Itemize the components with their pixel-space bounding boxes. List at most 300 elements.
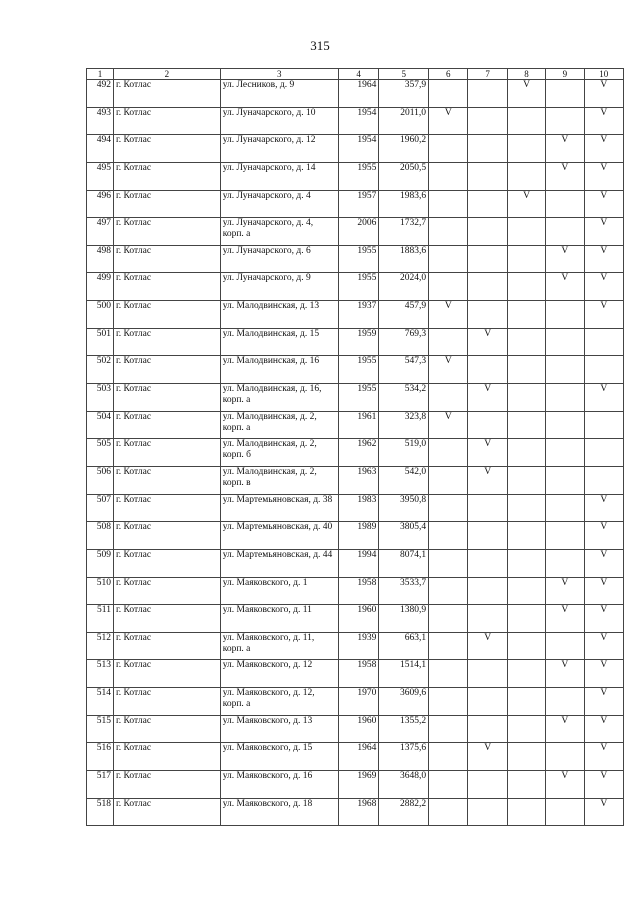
column-8-mark-cell <box>507 798 545 826</box>
column-7-mark-cell: V <box>468 743 507 771</box>
city-cell: г. Котлас <box>113 107 220 135</box>
city-cell: г. Котлас <box>113 494 220 522</box>
column-10-mark-cell <box>584 356 623 384</box>
column-9-mark-cell: V <box>546 273 584 301</box>
row-number-cell: 509 <box>87 549 114 577</box>
year-built-cell: 1994 <box>338 549 378 577</box>
column-6-mark-cell <box>429 715 468 743</box>
column-7-mark-cell <box>468 715 507 743</box>
column-7-mark-cell <box>468 356 507 384</box>
address-cell: ул. Мартемьяновская, д. 40 <box>220 522 338 550</box>
column-9-mark-cell <box>546 411 584 439</box>
column-6-mark-cell <box>429 273 468 301</box>
row-number-cell: 508 <box>87 522 114 550</box>
column-9-mark-cell <box>546 356 584 384</box>
column-6-mark-cell <box>429 190 468 218</box>
area-cell: 1732,7 <box>379 218 429 246</box>
area-cell: 769,3 <box>379 328 429 356</box>
column-7-mark-cell <box>468 411 507 439</box>
year-built-cell: 1964 <box>338 80 378 108</box>
column-header: 3 <box>220 69 338 80</box>
year-built-cell: 1937 <box>338 301 378 329</box>
column-6-mark-cell <box>429 549 468 577</box>
column-header: 6 <box>429 69 468 80</box>
column-6-mark-cell <box>429 577 468 605</box>
area-cell: 663,1 <box>379 632 429 660</box>
column-10-mark-cell: V <box>584 715 623 743</box>
column-8-mark-cell <box>507 273 545 301</box>
area-cell: 1983,6 <box>379 190 429 218</box>
table-row <box>87 162 624 190</box>
column-header: 7 <box>468 69 507 80</box>
address-cell: ул. Луначарского, д. 9 <box>220 273 338 301</box>
city-cell: г. Котлас <box>113 771 220 799</box>
column-6-mark-cell <box>429 439 468 467</box>
column-7-mark-cell <box>468 162 507 190</box>
year-built-cell: 1954 <box>338 135 378 163</box>
address-cell: ул. Луначарского, д. 4, корп. а <box>220 218 338 246</box>
column-7-mark-cell <box>468 605 507 633</box>
column-10-mark-cell <box>584 439 623 467</box>
table-row <box>87 660 624 688</box>
table-row <box>87 466 624 494</box>
city-cell: г. Котлас <box>113 549 220 577</box>
row-number-cell: 518 <box>87 798 114 826</box>
area-cell: 1380,9 <box>379 605 429 633</box>
row-number-cell: 504 <box>87 411 114 439</box>
year-built-cell: 1958 <box>338 577 378 605</box>
table-row <box>87 301 624 329</box>
column-7-mark-cell <box>468 494 507 522</box>
row-number-cell: 512 <box>87 632 114 660</box>
area-cell: 519,0 <box>379 439 429 467</box>
column-10-mark-cell <box>584 328 623 356</box>
column-7-mark-cell <box>468 301 507 329</box>
city-cell: г. Котлас <box>113 522 220 550</box>
column-9-mark-cell: V <box>546 605 584 633</box>
column-6-mark-cell <box>429 632 468 660</box>
city-cell: г. Котлас <box>113 632 220 660</box>
city-cell: г. Котлас <box>113 218 220 246</box>
row-number-cell: 514 <box>87 688 114 716</box>
column-9-mark-cell: V <box>546 135 584 163</box>
city-cell: г. Котлас <box>113 411 220 439</box>
page-number: 315 <box>310 38 330 53</box>
year-built-cell: 1969 <box>338 771 378 799</box>
city-cell: г. Котлас <box>113 605 220 633</box>
year-built-cell: 1960 <box>338 605 378 633</box>
column-8-mark-cell <box>507 715 545 743</box>
column-9-mark-cell <box>546 190 584 218</box>
column-7-mark-cell <box>468 135 507 163</box>
column-10-mark-cell: V <box>584 522 623 550</box>
address-cell: ул. Луначарского, д. 14 <box>220 162 338 190</box>
column-7-mark-cell <box>468 577 507 605</box>
column-6-mark-cell <box>429 466 468 494</box>
column-7-mark-cell <box>468 190 507 218</box>
row-number-cell: 502 <box>87 356 114 384</box>
column-9-mark-cell <box>546 328 584 356</box>
city-cell: г. Котлас <box>113 190 220 218</box>
column-10-mark-cell: V <box>584 107 623 135</box>
year-built-cell: 1955 <box>338 273 378 301</box>
address-cell: ул. Мартемьяновская, д. 44 <box>220 549 338 577</box>
address-cell: ул. Луначарского, д. 4 <box>220 190 338 218</box>
area-cell: 542,0 <box>379 466 429 494</box>
area-cell: 2011,0 <box>379 107 429 135</box>
row-number-cell: 516 <box>87 743 114 771</box>
column-7-mark-cell <box>468 80 507 108</box>
column-10-mark-cell: V <box>584 771 623 799</box>
column-7-mark-cell: V <box>468 328 507 356</box>
column-8-mark-cell <box>507 411 545 439</box>
column-9-mark-cell <box>546 743 584 771</box>
column-8-mark-cell <box>507 660 545 688</box>
year-built-cell: 1970 <box>338 688 378 716</box>
year-built-cell: 1955 <box>338 384 378 412</box>
year-built-cell: 1964 <box>338 743 378 771</box>
column-10-mark-cell: V <box>584 494 623 522</box>
column-6-mark-cell <box>429 688 468 716</box>
year-built-cell: 2006 <box>338 218 378 246</box>
city-cell: г. Котлас <box>113 660 220 688</box>
column-8-mark-cell <box>507 494 545 522</box>
column-7-mark-cell <box>468 245 507 273</box>
column-6-mark-cell <box>429 743 468 771</box>
area-cell: 1375,6 <box>379 743 429 771</box>
column-9-mark-cell: V <box>546 245 584 273</box>
year-built-cell: 1958 <box>338 660 378 688</box>
table-row <box>87 494 624 522</box>
column-7-mark-cell: V <box>468 384 507 412</box>
column-number-row <box>87 69 624 80</box>
city-cell: г. Котлас <box>113 328 220 356</box>
year-built-cell: 1955 <box>338 356 378 384</box>
address-cell: ул. Маяковского, д. 11 <box>220 605 338 633</box>
city-cell: г. Котлас <box>113 715 220 743</box>
area-cell: 457,9 <box>379 301 429 329</box>
column-6-mark-cell <box>429 660 468 688</box>
year-built-cell: 1961 <box>338 411 378 439</box>
column-9-mark-cell <box>546 107 584 135</box>
housing-registry-table <box>86 68 624 826</box>
city-cell: г. Котлас <box>113 273 220 301</box>
table-row <box>87 245 624 273</box>
city-cell: г. Котлас <box>113 439 220 467</box>
column-9-mark-cell <box>546 80 584 108</box>
city-cell: г. Котлас <box>113 798 220 826</box>
table-row <box>87 135 624 163</box>
column-10-mark-cell: V <box>584 245 623 273</box>
address-cell: ул. Малодвинская, д. 2, корп. а <box>220 411 338 439</box>
year-built-cell: 1939 <box>338 632 378 660</box>
column-7-mark-cell <box>468 549 507 577</box>
column-10-mark-cell: V <box>584 577 623 605</box>
table-row <box>87 577 624 605</box>
column-header: 2 <box>113 69 220 80</box>
area-cell: 1960,2 <box>379 135 429 163</box>
city-cell: г. Котлас <box>113 743 220 771</box>
area-cell: 3533,7 <box>379 577 429 605</box>
table-row <box>87 411 624 439</box>
row-number-cell: 497 <box>87 218 114 246</box>
year-built-cell: 1960 <box>338 715 378 743</box>
column-6-mark-cell <box>429 162 468 190</box>
column-9-mark-cell <box>546 798 584 826</box>
column-8-mark-cell <box>507 743 545 771</box>
column-8-mark-cell <box>507 384 545 412</box>
column-8-mark-cell <box>507 245 545 273</box>
column-6-mark-cell <box>429 771 468 799</box>
row-number-cell: 501 <box>87 328 114 356</box>
column-10-mark-cell: V <box>584 660 623 688</box>
city-cell: г. Котлас <box>113 245 220 273</box>
row-number-cell: 495 <box>87 162 114 190</box>
column-9-mark-cell <box>546 549 584 577</box>
column-header: 9 <box>546 69 584 80</box>
table-row <box>87 549 624 577</box>
column-10-mark-cell: V <box>584 605 623 633</box>
column-10-mark-cell: V <box>584 190 623 218</box>
column-6-mark-cell <box>429 80 468 108</box>
column-7-mark-cell <box>468 660 507 688</box>
column-header: 8 <box>507 69 545 80</box>
area-cell: 8074,1 <box>379 549 429 577</box>
column-7-mark-cell <box>468 771 507 799</box>
column-9-mark-cell <box>546 466 584 494</box>
column-8-mark-cell <box>507 301 545 329</box>
area-cell: 2882,2 <box>379 798 429 826</box>
year-built-cell: 1957 <box>338 190 378 218</box>
address-cell: ул. Маяковского, д. 13 <box>220 715 338 743</box>
column-7-mark-cell <box>468 688 507 716</box>
column-8-mark-cell <box>507 135 545 163</box>
address-cell: ул. Луначарского, д. 12 <box>220 135 338 163</box>
column-9-mark-cell: V <box>546 577 584 605</box>
city-cell: г. Котлас <box>113 688 220 716</box>
column-10-mark-cell <box>584 411 623 439</box>
column-8-mark-cell <box>507 577 545 605</box>
year-built-cell: 1968 <box>338 798 378 826</box>
column-8-mark-cell <box>507 162 545 190</box>
area-cell: 1355,2 <box>379 715 429 743</box>
table-row <box>87 218 624 246</box>
column-9-mark-cell <box>546 439 584 467</box>
area-cell: 1514,1 <box>379 660 429 688</box>
year-built-cell: 1959 <box>338 328 378 356</box>
address-cell: ул. Маяковского, д. 12, корп. а <box>220 688 338 716</box>
address-cell: ул. Маяковского, д. 15 <box>220 743 338 771</box>
column-10-mark-cell: V <box>584 301 623 329</box>
column-header: 10 <box>584 69 623 80</box>
row-number-cell: 507 <box>87 494 114 522</box>
area-cell: 3950,8 <box>379 494 429 522</box>
address-cell: ул. Маяковского, д. 16 <box>220 771 338 799</box>
year-built-cell: 1989 <box>338 522 378 550</box>
row-number-cell: 500 <box>87 301 114 329</box>
column-9-mark-cell <box>546 384 584 412</box>
address-cell: ул. Малодвинская, д. 16, корп. а <box>220 384 338 412</box>
year-built-cell: 1955 <box>338 245 378 273</box>
column-6-mark-cell <box>429 605 468 633</box>
column-6-mark-cell: V <box>429 411 468 439</box>
column-8-mark-cell <box>507 605 545 633</box>
table-row <box>87 328 624 356</box>
column-7-mark-cell <box>468 798 507 826</box>
area-cell: 2024,0 <box>379 273 429 301</box>
area-cell: 547,3 <box>379 356 429 384</box>
column-10-mark-cell: V <box>584 384 623 412</box>
address-cell: ул. Луначарского, д. 6 <box>220 245 338 273</box>
column-9-mark-cell: V <box>546 771 584 799</box>
year-built-cell: 1955 <box>338 162 378 190</box>
column-8-mark-cell <box>507 356 545 384</box>
column-7-mark-cell <box>468 218 507 246</box>
column-9-mark-cell <box>546 632 584 660</box>
city-cell: г. Котлас <box>113 162 220 190</box>
column-6-mark-cell <box>429 328 468 356</box>
column-8-mark-cell <box>507 107 545 135</box>
column-7-mark-cell: V <box>468 439 507 467</box>
column-6-mark-cell <box>429 798 468 826</box>
table-row <box>87 798 624 826</box>
table-row <box>87 439 624 467</box>
address-cell: ул. Луначарского, д. 10 <box>220 107 338 135</box>
area-cell: 3648,0 <box>379 771 429 799</box>
table-row <box>87 384 624 412</box>
area-cell: 534,2 <box>379 384 429 412</box>
address-cell: ул. Маяковского, д. 18 <box>220 798 338 826</box>
column-9-mark-cell <box>546 218 584 246</box>
area-cell: 323,8 <box>379 411 429 439</box>
address-cell: ул. Малодвинская, д. 13 <box>220 301 338 329</box>
table-row <box>87 356 624 384</box>
column-7-mark-cell: V <box>468 466 507 494</box>
column-8-mark-cell <box>507 466 545 494</box>
year-built-cell: 1962 <box>338 439 378 467</box>
column-10-mark-cell: V <box>584 162 623 190</box>
column-10-mark-cell: V <box>584 135 623 163</box>
address-cell: ул. Малодвинская, д. 2, корп. в <box>220 466 338 494</box>
area-cell: 3805,4 <box>379 522 429 550</box>
table-row <box>87 688 624 716</box>
table-row <box>87 522 624 550</box>
column-6-mark-cell <box>429 494 468 522</box>
row-number-cell: 515 <box>87 715 114 743</box>
row-number-cell: 496 <box>87 190 114 218</box>
column-8-mark-cell <box>507 771 545 799</box>
address-cell: ул. Малодвинская, д. 2, корп. б <box>220 439 338 467</box>
row-number-cell: 493 <box>87 107 114 135</box>
area-cell: 357,9 <box>379 80 429 108</box>
city-cell: г. Котлас <box>113 80 220 108</box>
table-row <box>87 771 624 799</box>
table-row <box>87 605 624 633</box>
column-header: 1 <box>87 69 114 80</box>
column-10-mark-cell: V <box>584 218 623 246</box>
column-6-mark-cell <box>429 218 468 246</box>
column-9-mark-cell: V <box>546 162 584 190</box>
row-number-cell: 503 <box>87 384 114 412</box>
column-8-mark-cell <box>507 549 545 577</box>
column-header: 4 <box>338 69 378 80</box>
city-cell: г. Котлас <box>113 466 220 494</box>
column-8-mark-cell: V <box>507 190 545 218</box>
table-row <box>87 743 624 771</box>
table-row <box>87 107 624 135</box>
column-8-mark-cell <box>507 522 545 550</box>
column-8-mark-cell <box>507 328 545 356</box>
year-built-cell: 1954 <box>338 107 378 135</box>
column-10-mark-cell: V <box>584 549 623 577</box>
column-8-mark-cell <box>507 439 545 467</box>
address-cell: ул. Малодвинская, д. 16 <box>220 356 338 384</box>
table-row <box>87 632 624 660</box>
area-cell: 3609,6 <box>379 688 429 716</box>
column-8-mark-cell: V <box>507 80 545 108</box>
column-8-mark-cell <box>507 218 545 246</box>
column-6-mark-cell <box>429 135 468 163</box>
address-cell: ул. Малодвинская, д. 15 <box>220 328 338 356</box>
column-6-mark-cell <box>429 245 468 273</box>
column-8-mark-cell <box>507 688 545 716</box>
column-6-mark-cell: V <box>429 107 468 135</box>
city-cell: г. Котлас <box>113 577 220 605</box>
city-cell: г. Котлас <box>113 135 220 163</box>
address-cell: ул. Маяковского, д. 1 <box>220 577 338 605</box>
column-6-mark-cell: V <box>429 356 468 384</box>
row-number-cell: 506 <box>87 466 114 494</box>
address-cell: ул. Маяковского, д. 12 <box>220 660 338 688</box>
year-built-cell: 1983 <box>338 494 378 522</box>
city-cell: г. Котлас <box>113 301 220 329</box>
column-10-mark-cell: V <box>584 743 623 771</box>
row-number-cell: 494 <box>87 135 114 163</box>
column-9-mark-cell <box>546 494 584 522</box>
address-cell: ул. Мартемьяновская, д. 38 <box>220 494 338 522</box>
column-6-mark-cell <box>429 384 468 412</box>
area-cell: 1883,6 <box>379 245 429 273</box>
row-number-cell: 511 <box>87 605 114 633</box>
table-body <box>87 80 624 826</box>
row-number-cell: 517 <box>87 771 114 799</box>
column-9-mark-cell: V <box>546 660 584 688</box>
column-10-mark-cell: V <box>584 273 623 301</box>
column-6-mark-cell <box>429 522 468 550</box>
city-cell: г. Котлас <box>113 356 220 384</box>
row-number-cell: 513 <box>87 660 114 688</box>
column-9-mark-cell: V <box>546 715 584 743</box>
row-number-cell: 499 <box>87 273 114 301</box>
row-number-cell: 498 <box>87 245 114 273</box>
column-header: 5 <box>379 69 429 80</box>
table-row <box>87 80 624 108</box>
column-7-mark-cell <box>468 107 507 135</box>
column-8-mark-cell <box>507 632 545 660</box>
column-10-mark-cell: V <box>584 688 623 716</box>
column-10-mark-cell: V <box>584 80 623 108</box>
column-9-mark-cell <box>546 688 584 716</box>
row-number-cell: 505 <box>87 439 114 467</box>
address-cell: ул. Маяковского, д. 11, корп. а <box>220 632 338 660</box>
row-number-cell: 510 <box>87 577 114 605</box>
column-10-mark-cell <box>584 466 623 494</box>
table-row <box>87 715 624 743</box>
column-10-mark-cell: V <box>584 798 623 826</box>
table-row <box>87 190 624 218</box>
year-built-cell: 1963 <box>338 466 378 494</box>
column-7-mark-cell: V <box>468 632 507 660</box>
